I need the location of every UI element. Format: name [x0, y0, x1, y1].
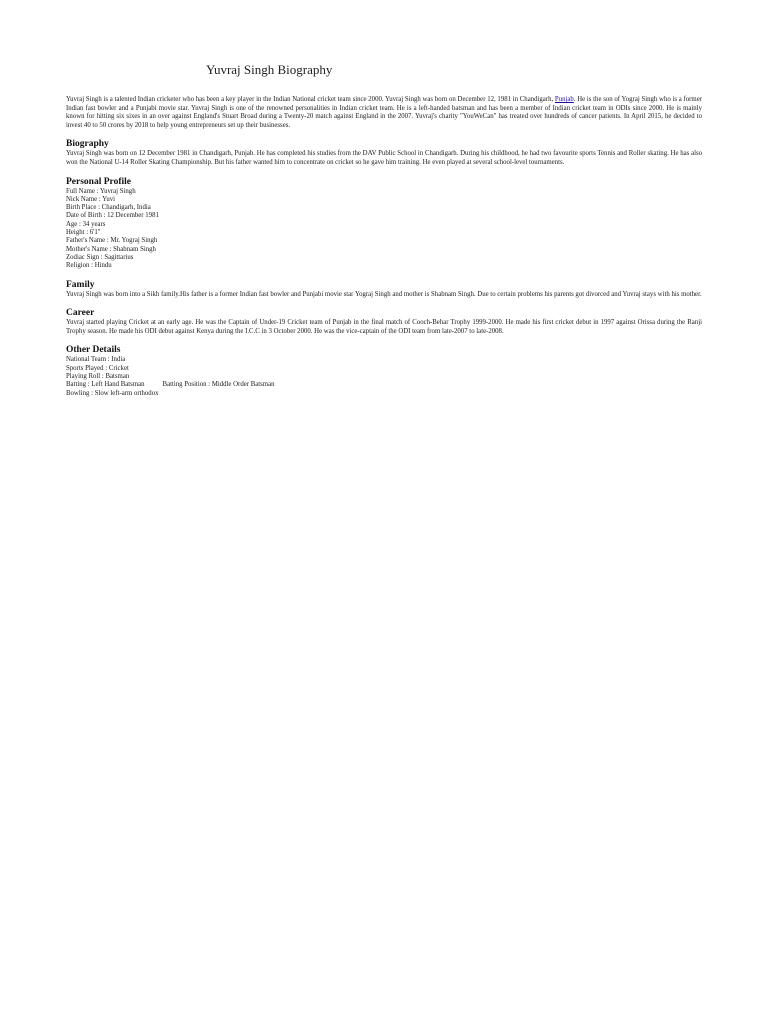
biography-heading: Biography — [66, 139, 109, 150]
detail-batting-row — [66, 381, 702, 389]
page-title: Yuvraj Singh Biography — [206, 62, 333, 77]
personal-profile-heading: Personal Profile — [66, 176, 131, 187]
intro-paragraph — [66, 96, 702, 130]
intro-text-part1: Yuvraj Singh is a talented Indian cricketer who has been a key player in the Indian National cricket team since 2000. Yuvraj Singh was born on December 12, 1981 in Chandigarh, — [66, 96, 554, 103]
profile-field-nick-name: Nick Name : Yuvi — [66, 195, 116, 203]
biography-paragraph: Yuvraj Singh was born on 12 December 1981 in Chandigarh, Punjab. He has completed his studies from the DAV Public School in Chandigarh. During his childhood, he had two favourite sports Tennis and Roller skating. He has also won the National U-14 Roller Skating Championship. But his father wanted him to concentrate on cricket so he gave him training. He even played at several school-level tournaments. — [66, 150, 702, 166]
personal-profile-list — [66, 188, 702, 271]
other-details-heading: Other Details — [66, 345, 121, 356]
other-details-list — [66, 356, 702, 397]
family-paragraph: Yuvraj Singh was born into a Sikh family.His father is a former Indian fast bowler and Punjabi movie star Yograj Singh and mother is Shabnam Singh. Due to certain problems his parents got divorced and Yuvraj stays with his mother. — [66, 290, 702, 298]
profile-field-zodiac-sign: Zodiac Sign : Sagittarius — [66, 253, 134, 261]
profile-field-mother-name: Mother's Name : Shabnam Singh — [66, 245, 156, 253]
profile-field-birth-place: Birth Place : Chandigarh, India — [66, 204, 151, 212]
detail-batting: Batting : Left Hand Batsman — [66, 381, 145, 389]
profile-field-religion: Religion : Hindu — [66, 262, 112, 270]
profile-field-height: Height : 6'1" — [66, 229, 101, 237]
detail-national-team: National Team : India — [66, 356, 126, 364]
punjab-link[interactable]: Punjab — [554, 96, 574, 103]
detail-playing-role: Playing Roll : Batsman — [66, 372, 130, 380]
profile-field-full-name: Full Name : Yuvraj Singh — [66, 187, 136, 195]
career-heading: Career — [66, 308, 95, 319]
profile-field-date-of-birth: Date of Birth : 12 December 1981 — [66, 212, 159, 220]
career-paragraph: Yuvraj started playing Cricket at an early age. He was the Captain of Under-19 Cricket team of Punjab in the final match of Cooch-Behar Trophy 1999-2000. He made his first cricket debut in 1997 against Orissa during the Ranji Trophy season. He made his ODI debut against Kenya during the I.C.C in 3 October 2000. He was the vice-captain of the ODI team from late-2007 to late-2008. — [66, 319, 702, 335]
document-page — [66, 62, 702, 398]
profile-field-father-name: Father's Name : Mr. Yograj Singh — [66, 237, 158, 245]
detail-batting-position: Batting Position : Middle Order Batsman — [162, 381, 275, 389]
family-heading: Family — [66, 279, 95, 290]
detail-bowling: Bowling : Slow left-arm orthodox — [66, 389, 159, 397]
profile-field-age: Age : 34 years — [66, 220, 106, 228]
intro-text-part2: . He is the son of Yograj Singh who is a former Indian fast bowler and a Punjabi movie star. Yuvraj Singh is one of the renowned personalities in Indian cricket team. He is a left-handed batsman and has been a member of Indian cricket team in ODIs since 2000. He is mainly known for hitting six sixes in an over against England's Stuart Broad during a Twenty-20 match against England in the 2007. Yuvraj's charity "YouWeCan" has treated over hundreds of cancer patients. In April 2015, he decided to invest 40 to 50 crores by 2018 to help young entrepreneurs set up their businesses. — [66, 96, 702, 129]
detail-sports-played: Sports Played : Cricket — [66, 364, 129, 372]
